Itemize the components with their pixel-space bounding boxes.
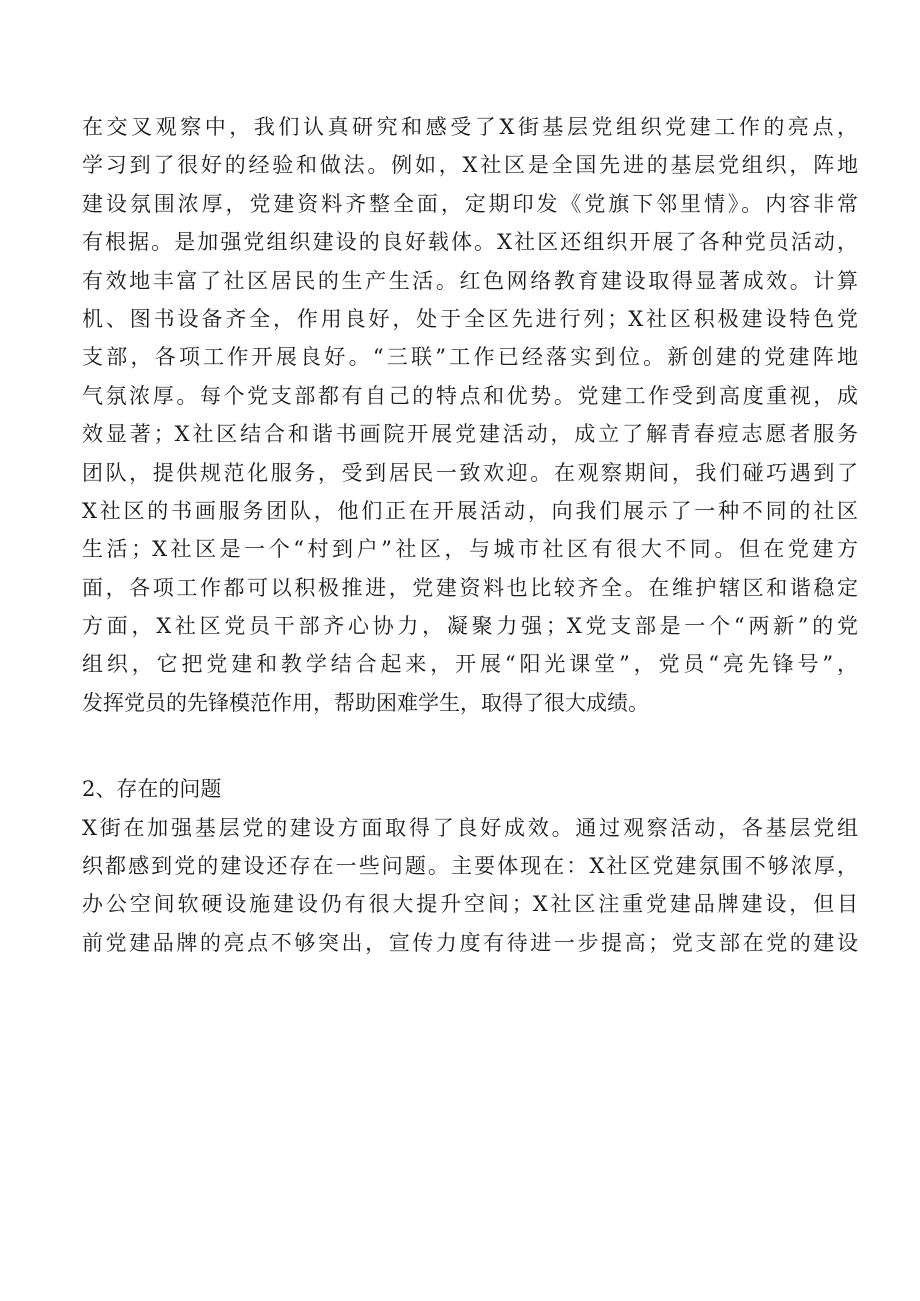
text-line: 生活；X社区是一个“村到户”社区，与城市社区有很大不同。但在党建方 — [82, 537, 858, 562]
text-line: X社区的书画服务团队，他们正在开展活动，向我们展示了一种不同的社区 — [82, 498, 858, 523]
text-line: 有效地丰富了社区居民的生产生活。红色网络教育建设取得显著成效。计算 — [82, 268, 858, 293]
text-line: 方面，X社区党员干部齐心协力，凝聚力强；X党支部是一个“两新”的党 — [82, 614, 858, 639]
text-line: 在交叉观察中，我们认真研究和感受了X街基层党组织党建工作的亮点， — [82, 115, 858, 139]
text-line: X街在加强基层党的建设方面取得了良好成效。通过观察活动，各基层党组 — [82, 815, 858, 840]
text-line: 组织，它把党建和教学结合起来，开展“阳光课堂”，党员“亮先锋号”， — [82, 652, 858, 677]
text-line: 办公空间软硬设施建设仍有很大提升空间；X社区注重党建品牌建设，但目 — [82, 892, 858, 917]
text-line: 学习到了很好的经验和做法。例如，X社区是全国先进的基层党组织，阵地 — [82, 153, 858, 178]
paragraph-spacer — [82, 722, 858, 770]
text-line: 团队，提供规范化服务，受到居民一致欢迎。在观察期间，我们碰巧遇到了 — [82, 460, 858, 485]
paragraph-2 — [82, 809, 858, 963]
text-line: 前党建品牌的亮点不够突出，宣传力度有待进一步提高；党支部在党的建设 — [82, 930, 858, 955]
text-line: 面，各项工作都可以积极推进，党建资料也比较齐全。在维护辖区和谐稳定 — [82, 575, 858, 600]
section-heading: 2、存在的问题 — [82, 777, 222, 802]
document-page — [82, 108, 858, 962]
text-line: 气氛浓厚。每个党支部都有自己的特点和优势。党建工作受到高度重视，成 — [82, 383, 858, 408]
text-line: 机、图书设备齐全，作用良好，处于全区先进行列；X社区积极建设特色党 — [82, 306, 858, 331]
paragraph-1 — [82, 108, 858, 722]
text-line: 发挥党员的先锋模范作用，帮助困难学生，取得了很大成绩。 — [82, 690, 649, 715]
text-line: 有根据。是加强党组织建设的良好载体。X社区还组织开展了各种党员活动， — [82, 230, 858, 255]
text-line: 支部，各项工作开展良好。“三联”工作已经落实到位。新创建的党建阵地 — [82, 345, 858, 370]
text-line: 建设氛围浓厚，党建资料齐整全面，定期印发《党旗下邻里情》。内容非常 — [82, 191, 858, 216]
text-line: 效显著；X社区结合和谐书画院开展党建活动，成立了解青春痘志愿者服务 — [82, 422, 858, 447]
text-line: 织都感到党的建设还存在一些问题。主要体现在：X社区党建氛围不够浓厚， — [82, 854, 858, 879]
